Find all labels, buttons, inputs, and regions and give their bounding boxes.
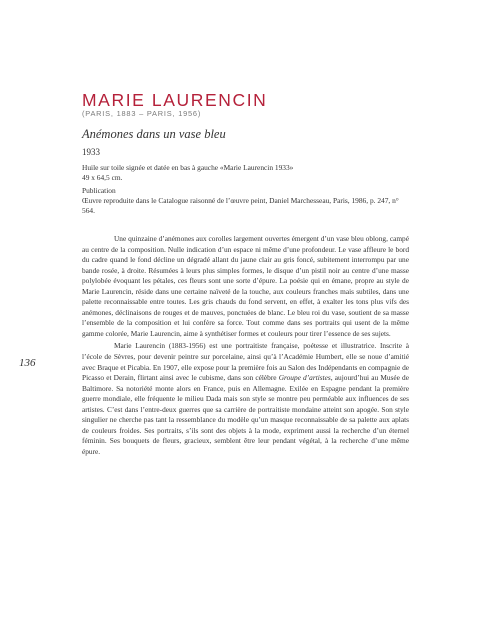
page-number: 136 (19, 357, 36, 369)
paragraph-description (82, 234, 409, 339)
paragraph-biography (82, 341, 409, 457)
body-text (82, 234, 409, 457)
artwork-title: Anémones dans un vase bleu (82, 127, 226, 141)
artwork-reference: Groupe d’artistes (278, 373, 331, 383)
artist-name: MARIE LAURENCIN (82, 90, 268, 110)
artwork-year: 1933 (82, 147, 100, 157)
paragraph-text: , aujourd’hui au Musée de Baltimore. Sa notoriété monte alors en France, puis en Allemagne. Exilée en Espagne pendant la première guerre mondiale, elle fréquente le milieu Dada mais son style se montre peu perméable aux influences de ses artistes. C’est dans l’entre-deux guerres que sa carrière de portraitiste mondaine atteint son apogée. Son style singulier ne cherche pas tant la ressemblance du modèle qu’un masque reconnaissable de sa palette aux aplats de couleurs froides. Ses portraits, s’ils sont des objets à la mode, expriment aussi la recherche d’un éternel féminin. Ses bouquets de fleurs, gracieux, semblent être leur pendant végétal, à la recherche d’une même épure. (82, 373, 409, 456)
publication-text: Œuvre reproduite dans le Catalogue raisonné de l’œuvre peint, Daniel Marchesseau, Paris, 1986, p. 247, n° 564. (82, 196, 399, 216)
artwork-medium: Huile sur toile signée et datée en bas à gauche «Marie Laurencin 1933» (82, 163, 294, 172)
publication-label: Publication (82, 186, 116, 195)
artist-dates: (PARIS, 1883 – PARIS, 1956) (82, 109, 202, 118)
artwork-dimensions: 49 x 64,5 cm. (82, 173, 123, 182)
paragraph-text: Une quinzaine d’anémones aux corolles largement ouvertes émergent d’un vase bleu oblong, campé au centre de la composition. Nulle indication d’un espace ni même d’une profondeur. Le vase affleure le bord du cadre quand le fond décline un dégradé allant du jaune clair au gris foncé, subitement interrompu par une bande rosée, à droite. Résumées à leurs plus simples formes, le disque d’un pistil noir au centre d’une masse polylobée évoquant les pétales, ces fleurs sont une sorte d’épure. La poésie qui en émane, propre au style de Marie Laurencin, réside dans une certaine naïveté de la touche, aux couleurs franches mais subtiles, dans une palette reconnaissable entre toutes. Les gris chauds du fond servent, en effet, à exalter les tons plus vifs des anémones, déclinaisons de rouges et de mauves, ponctuées de blanc. Le bleu roi du vase, soutient de sa masse l’ensemble de la composition et lui confère sa force. Tout comme dans ses portraits qui usent de la même gamme colorée, Marie Laurencin, aime à synthétiser formes et couleurs pour tirer l’essence de ses sujets. (82, 234, 409, 338)
artwork-details (82, 163, 293, 183)
paragraph-text: Marie Laurencin (1883-1956) est une portraitiste française, poétesse et illustratrice. Inscrite à l’école de Sèvres, pour devenir peintre sur porcelaine, ainsi qu’à l’Académie Humbert, elle se noue d’amitié avec Braque et Picabia. En 1907, elle expose pour la première fois au Salon des Indépendants en compagnie de Picasso et Derain, flirtant ainsi avec le cubisme, dans son célèbre (82, 341, 409, 383)
